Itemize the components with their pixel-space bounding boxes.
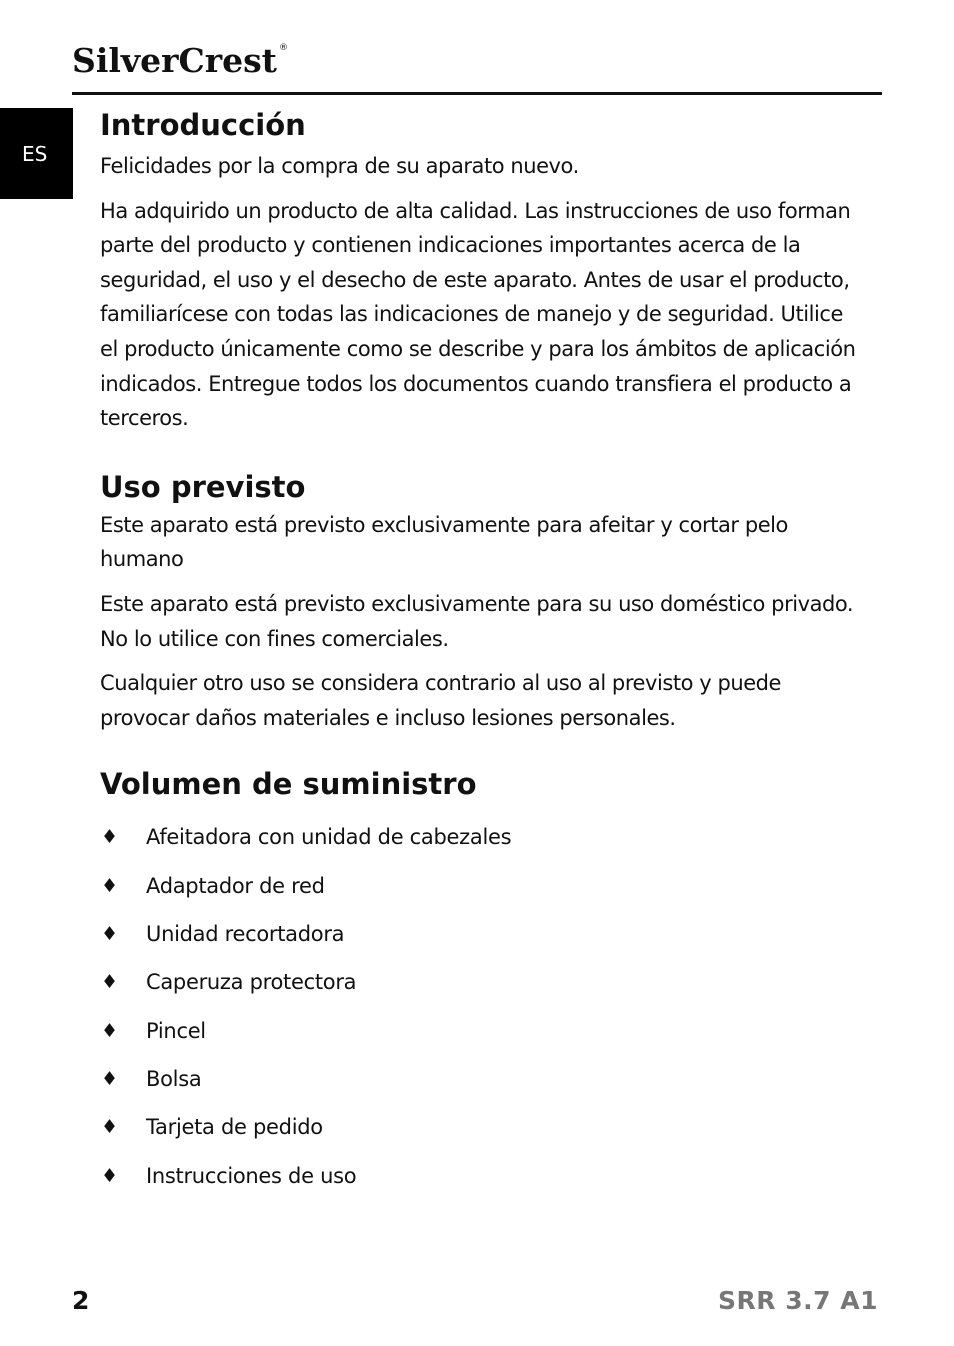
diamond-bullet-icon: ♦ [101, 971, 118, 994]
list-item-label: Adaptador de red [146, 873, 325, 898]
page-number: 2 [72, 1286, 90, 1315]
section-title-volumen-de-suministro: Volumen de suministro [100, 767, 477, 802]
model-number: SRR 3.7 A1 [718, 1286, 878, 1315]
intro-paragraph-1: Felicidades por la compra de su aparato nuevo. [100, 154, 579, 178]
supply-list [100, 813, 860, 1199]
registered-mark: ® [278, 43, 288, 53]
diamond-bullet-icon: ♦ [101, 874, 118, 897]
diamond-bullet-icon: ♦ [101, 1067, 118, 1090]
section-title-uso-previsto: Uso previsto [100, 469, 306, 504]
diamond-bullet-icon: ♦ [101, 1019, 118, 1042]
list-item-label: Bolsa [146, 1066, 202, 1091]
list-item [100, 1007, 860, 1055]
list-item [100, 1055, 860, 1103]
uso-paragraph-1: Este aparato está previsto exclusivamente para afeitar y cortar pelo humano [100, 512, 788, 572]
list-item [100, 1103, 860, 1151]
uso-paragraph-2: Este aparato está previsto exclusivamente para su uso doméstico privado. No lo utilice con fines comerciales. [100, 591, 854, 651]
section-title-introduccion: Introducción [100, 108, 306, 142]
diamond-bullet-icon: ♦ [101, 923, 118, 946]
diamond-bullet-icon: ♦ [101, 826, 118, 849]
brand-logo-text: SilverCrest [72, 41, 277, 80]
diamond-bullet-icon: ♦ [101, 1116, 118, 1139]
list-item [100, 862, 860, 910]
header-rule [72, 92, 882, 95]
list-item-label: Instrucciones de uso [146, 1163, 357, 1188]
list-item [100, 813, 860, 861]
list-item [100, 1151, 860, 1199]
diamond-bullet-icon: ♦ [101, 1164, 118, 1187]
uso-paragraph-3: Cualquier otro uso se considera contrario al uso al previsto y puede provocar daños materiales e incluso lesiones personales. [100, 671, 782, 730]
list-item-label: Pincel [146, 1018, 206, 1043]
list-item-label: Unidad recortadora [146, 922, 345, 947]
list-item [100, 958, 860, 1006]
list-item-label: Tarjeta de pedido [146, 1115, 323, 1140]
page-content [100, 104, 860, 1200]
language-tab: ES [0, 108, 73, 199]
list-item-label: Afeitadora con unidad de cabezales [146, 825, 512, 850]
list-item [100, 910, 860, 958]
brand-logo [72, 41, 288, 80]
intro-paragraph-2: Ha adquirido un producto de alta calidad. Las instrucciones de uso forman parte del producto y contienen indicaciones importantes acerca de la seguridad, el uso y el desecho de este aparato. Antes de usar el producto, familiarícese con todas las indicaciones de manejo y de seguridad. Utilice el producto únicamente como se describe y para los ámbitos de aplicación indicados. Entregue todos los documentos cuando transfiera el producto a terceros. [100, 198, 856, 431]
list-item-label: Caperuza protectora [146, 970, 357, 995]
